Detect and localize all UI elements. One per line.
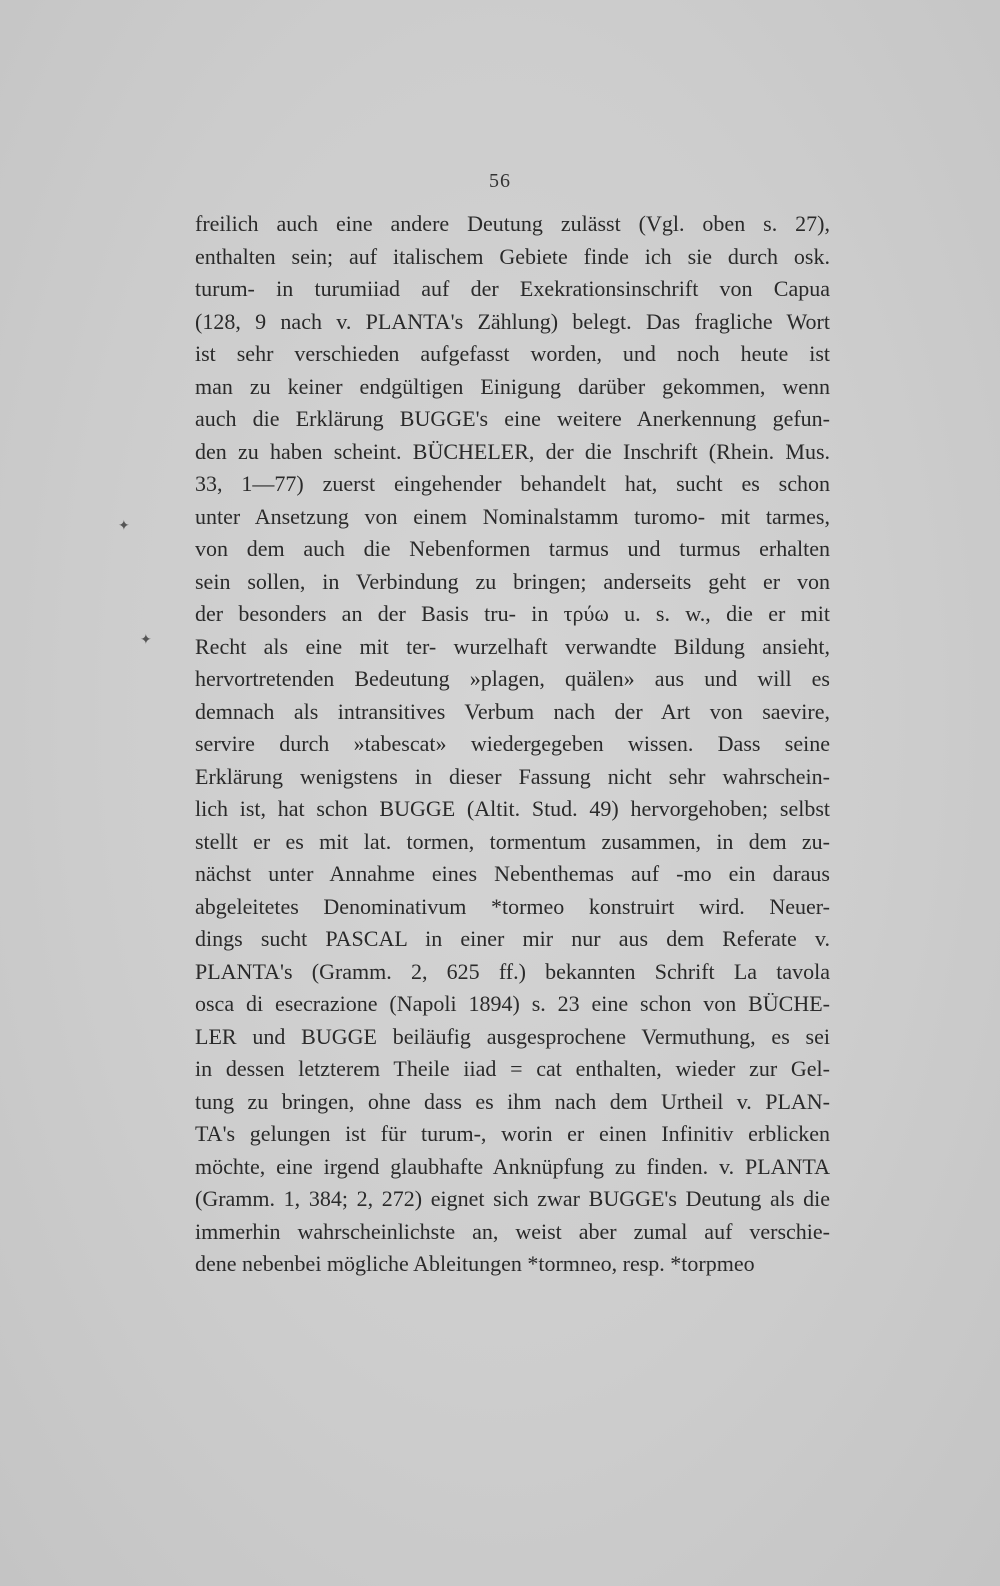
margin-speck: ✦ bbox=[140, 633, 152, 648]
text-line: abgeleitetes Denominativum *tormeo konstruirt wird. Neuer- bbox=[195, 893, 830, 919]
text-line: TA's gelungen ist für turum-, worin er einen Infinitiv erblicken bbox=[195, 1121, 830, 1146]
text-line: nächst unter Annahme eines Nebenthemas auf -mo ein daraus bbox=[195, 861, 830, 886]
text-line: turum- in turumiiad auf der Exekrationsinschrift von Capua bbox=[195, 276, 830, 301]
text-line: von dem auch die Nebenformen tarmus und turmus erhalten bbox=[195, 536, 830, 561]
text-line: sein sollen, in Verbindung zu bringen; anderseits geht er von bbox=[195, 568, 830, 594]
text-line: auch die Erklärung BUGGE's eine weitere Anerkennung gefun- bbox=[195, 406, 830, 431]
text-line: dings sucht PASCAL in einer mir nur aus dem Referate v. bbox=[195, 926, 830, 951]
text-line: Recht als eine mit ter- wurzelhaft verwandte Bildung ansieht, bbox=[195, 633, 830, 659]
text-line: der besonders an der Basis tru- in τρύω u. s. w., die er mit bbox=[195, 601, 830, 626]
text-line: PLANTA's (Gramm. 2, 625 ff.) bekannten Schrift La tavola bbox=[195, 958, 830, 984]
text-line: enthalten sein; auf italischem Gebiete finde ich sie durch osk. bbox=[195, 243, 830, 269]
text-line: (Gramm. 1, 384; 2, 272) eignet sich zwar BUGGE's Deutung als die bbox=[195, 1186, 830, 1211]
text-line: freilich auch eine andere Deutung zulässt (Vgl. oben s. 27), bbox=[195, 211, 830, 236]
text-line: man zu keiner endgültigen Einigung darüber gekommen, wenn bbox=[195, 373, 830, 399]
text-line: dene nebenbei mögliche Ableitungen *tormneo, resp. *torpmeo bbox=[195, 1251, 755, 1276]
text-line: möchte, eine irgend glaubhafte Anknüpfung zu finden. v. PLANTA bbox=[195, 1153, 830, 1179]
text-line: servire durch »tabescat» wiedergegeben wissen. Dass seine bbox=[195, 731, 830, 756]
text-line: (128, 9 nach v. PLANTA's Zählung) belegt. Das fragliche Wort bbox=[195, 308, 830, 334]
text-line: demnach als intransitives Verbum nach der Art von saevire, bbox=[195, 698, 830, 724]
text-line: osca di esecrazione (Napoli 1894) s. 23 eine schon von BÜCHE- bbox=[195, 991, 830, 1016]
text-line: immerhin wahrscheinlichste an, weist aber zumal auf verschie- bbox=[195, 1218, 830, 1244]
text-line: unter Ansetzung von einem Nominalstamm turomo- mit tarmes, bbox=[195, 503, 830, 529]
text-line: ist sehr verschieden aufgefasst worden, und noch heute ist bbox=[195, 341, 830, 366]
text-line: den zu haben scheint. BÜCHELER, der die Inschrift (Rhein. Mus. bbox=[195, 438, 830, 464]
text-line: stellt er es mit lat. tormen, tormentum zusammen, in dem zu- bbox=[195, 828, 830, 854]
margin-speck: ✦ bbox=[118, 519, 130, 534]
text-line: 33, 1—77) zuerst eingehender behandelt hat, sucht es schon bbox=[195, 471, 830, 496]
page-number: 56 bbox=[489, 170, 511, 192]
text-line: hervortretenden Bedeutung »plagen, quälen» aus und will es bbox=[195, 666, 830, 691]
text-line: tung zu bringen, ohne dass es ihm nach dem Urtheil v. PLAN- bbox=[195, 1088, 830, 1114]
text-line: Erklärung wenigstens in dieser Fassung nicht sehr wahrschein- bbox=[195, 763, 830, 789]
text-line: LER und BUGGE beiläufig ausgesprochene Vermuthung, es sei bbox=[195, 1023, 830, 1049]
text-line: lich ist, hat schon BUGGE (Altit. Stud. 49) hervorgehoben; selbst bbox=[195, 796, 830, 821]
body-text bbox=[195, 208, 830, 1281]
text-line: in dessen letzterem Theile iiad = cat enthalten, wieder zur Gel- bbox=[195, 1056, 830, 1081]
